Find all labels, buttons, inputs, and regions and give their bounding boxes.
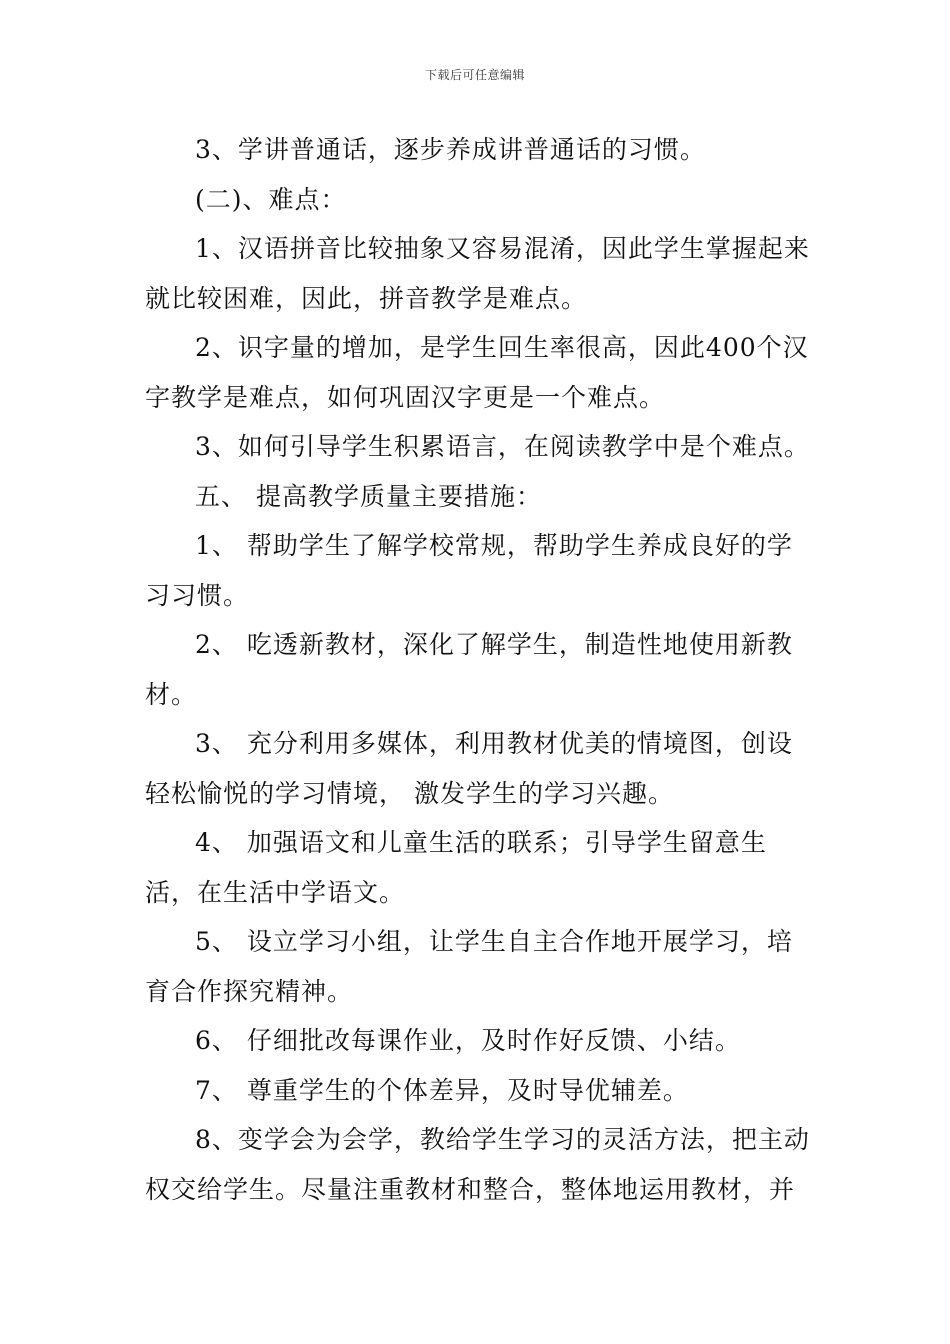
paragraph-measure-6: 6、 仔细批改每课作业，及时作好反馈、小结。 xyxy=(195,1026,741,1055)
paragraph-measure-3: 3、 充分利用多媒体，利用教材优美的情境图，创设轻松愉悦的学习情境， 激发学生的学习兴趣。 xyxy=(145,729,793,808)
paragraph-measure-2: 2、 吃透新教材，深化了解学生，制造性地使用新教材。 xyxy=(145,630,793,709)
paragraph-measure-5: 5、 设立学习小组，让学生自主合作地开展学习，培育合作探究精神。 xyxy=(145,927,793,1006)
paragraph-measure-7: 7、 尊重学生的个体差异，及时导优辅差。 xyxy=(195,1075,689,1105)
document-body xyxy=(145,125,810,1214)
heading-measures: 五、 提高教学质量主要措施： xyxy=(195,481,542,511)
paragraph-measure-4: 4、 加强语文和儿童生活的联系；引导学生留意生活，在生活中学语文。 xyxy=(145,828,767,907)
heading-difficulties: (二)、难点： xyxy=(195,184,347,214)
paragraph-difficulty-1: 1、汉语拼音比较抽象又容易混淆，因此学生掌握起来就比较困难，因此，拼音教学是难点。 xyxy=(145,234,810,313)
paragraph-measure-8: 8、变学会为会学，教给学生学习的灵活方法，把主动权交给学生。尽量注重教材和整合，整体地运用教材，并 xyxy=(145,1125,810,1204)
paragraph-requirement-3: 3、学讲普通话，逐步养成讲普通话的习惯。 xyxy=(195,135,706,164)
paragraph-measure-1: 1、 帮助学生了解学校常规，帮助学生养成良好的学习习惯。 xyxy=(145,531,793,610)
paragraph-difficulty-2: 2、识字量的增加，是学生回生率很高，因此400个汉字教学是难点，如何巩固汉字更是一个难点。 xyxy=(145,333,809,412)
page-header: 下载后可任意编辑 xyxy=(424,68,525,82)
paragraph-difficulty-3: 3、如何引导学生积累语言，在阅读教学中是个难点。 xyxy=(195,432,810,461)
